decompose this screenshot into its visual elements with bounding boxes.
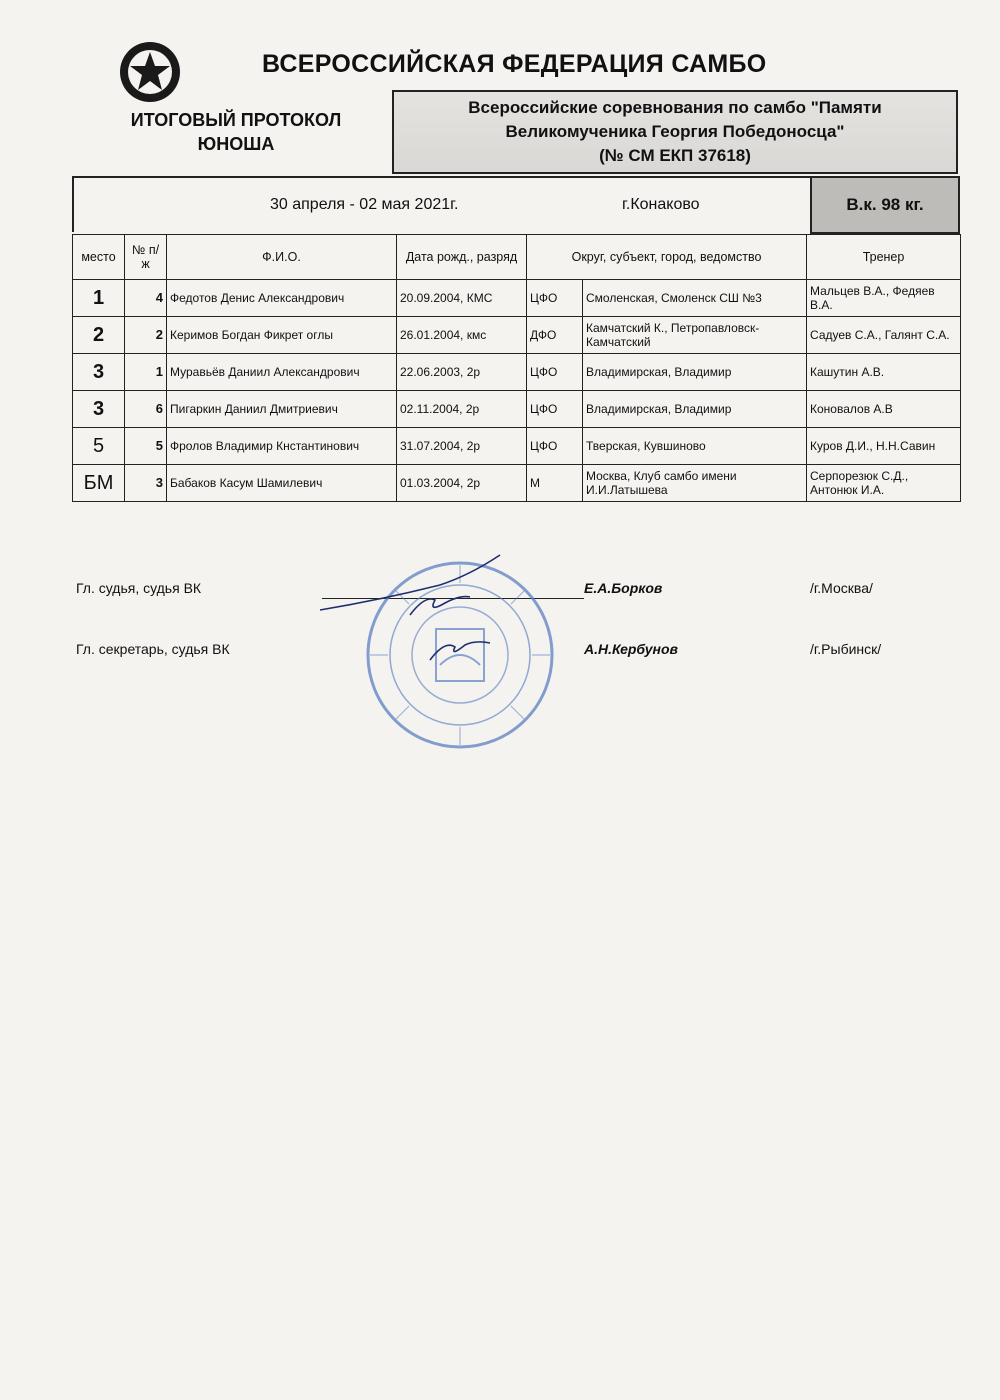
header-region: Округ, субъект, город, ведомство bbox=[527, 235, 807, 280]
judge-city: /г.Москва/ bbox=[810, 580, 873, 596]
cell-num: 2 bbox=[125, 317, 167, 354]
official-stamp bbox=[360, 555, 560, 755]
federation-title: ВСЕРОССИЙСКАЯ ФЕДЕРАЦИЯ САМБО bbox=[262, 50, 767, 78]
cell-coach: Мальцев В.А., Федяев В.А. bbox=[807, 280, 961, 317]
cell-place: 2 bbox=[73, 317, 125, 354]
cell-place: 1 bbox=[73, 280, 125, 317]
cell-region: Смоленская, Смоленск СШ №3 bbox=[583, 280, 807, 317]
table-row bbox=[73, 354, 961, 391]
cell-num: 6 bbox=[125, 391, 167, 428]
protocol-title-line1: ИТОГОВЫЙ ПРОТОКОЛ bbox=[130, 110, 342, 130]
cell-name: Керимов Богдан Фикрет оглы bbox=[167, 317, 397, 354]
cell-place: 3 bbox=[73, 354, 125, 391]
cell-num: 1 bbox=[125, 354, 167, 391]
table-row bbox=[73, 391, 961, 428]
event-dates: 30 апреля - 02 мая 2021г. bbox=[270, 196, 459, 213]
cell-region: Камчатский К., Петропавловск-Камчатский bbox=[583, 317, 807, 354]
cell-district: ЦФО bbox=[527, 391, 583, 428]
judge-name: Е.А.Борков bbox=[584, 580, 663, 596]
cell-birth: 02.11.2004, 2р bbox=[397, 391, 527, 428]
cell-region: Тверская, Кувшиново bbox=[583, 428, 807, 465]
judge-label: Гл. судья, судья ВК bbox=[76, 580, 202, 596]
cell-birth: 01.03.2004, 2р bbox=[397, 465, 527, 502]
protocol-title-line2: ЮНОША bbox=[197, 134, 275, 154]
secretary-city: /г.Рыбинск/ bbox=[810, 641, 882, 657]
cell-district: ДФО bbox=[527, 317, 583, 354]
event-title-line2: Великомученика Георгия Победоносца" bbox=[505, 122, 845, 141]
cell-district: ЦФО bbox=[527, 354, 583, 391]
cell-coach: Кашутин А.В. bbox=[807, 354, 961, 391]
cell-name: Бабаков Касум Шамилевич bbox=[167, 465, 397, 502]
cell-region: Москва, Клуб самбо имени И.И.Латышева bbox=[583, 465, 807, 502]
cell-coach: Серпорезюк С.Д., Антонюк И.А. bbox=[807, 465, 961, 502]
table-row bbox=[73, 428, 961, 465]
event-city: г.Конаково bbox=[622, 196, 700, 213]
cell-birth: 20.09.2004, КМС bbox=[397, 280, 527, 317]
table-row bbox=[73, 317, 961, 354]
cell-place: 5 bbox=[73, 428, 125, 465]
results-table bbox=[72, 234, 961, 502]
table-header-row bbox=[73, 235, 961, 280]
sambo-federation-logo bbox=[118, 40, 182, 104]
cell-name: Федотов Денис Александрович bbox=[167, 280, 397, 317]
header-birth: Дата рожд., разряд bbox=[397, 235, 527, 280]
cell-num: 3 bbox=[125, 465, 167, 502]
cell-coach: Куров Д.И., Н.Н.Савин bbox=[807, 428, 961, 465]
secretary-label: Гл. секретарь, судья ВК bbox=[76, 641, 230, 657]
cell-name: Пигаркин Даниил Дмитриевич bbox=[167, 391, 397, 428]
cell-birth: 26.01.2004, кмс bbox=[397, 317, 527, 354]
header-coach: Тренер bbox=[807, 235, 961, 280]
event-title-box bbox=[392, 90, 958, 174]
header-place: место bbox=[73, 235, 125, 280]
cell-region: Владимирская, Владимир bbox=[583, 391, 807, 428]
cell-name: Муравьёв Даниил Александрович bbox=[167, 354, 397, 391]
table-row bbox=[73, 465, 961, 502]
cell-coach: Коновалов А.В bbox=[807, 391, 961, 428]
cell-place: БМ bbox=[73, 465, 125, 502]
handwritten-signatures bbox=[300, 545, 540, 685]
cell-coach: Садуев С.А., Галянт С.А. bbox=[807, 317, 961, 354]
cell-num: 5 bbox=[125, 428, 167, 465]
table-row bbox=[73, 280, 961, 317]
judge-signature-line bbox=[322, 598, 584, 599]
weight-class-badge: В.к. 98 кг. bbox=[810, 176, 960, 234]
cell-district: М bbox=[527, 465, 583, 502]
cell-place: 3 bbox=[73, 391, 125, 428]
cell-district: ЦФО bbox=[527, 280, 583, 317]
cell-district: ЦФО bbox=[527, 428, 583, 465]
cell-birth: 31.07.2004, 2р bbox=[397, 428, 527, 465]
header-num: № п/ж bbox=[125, 235, 167, 280]
cell-name: Фролов Владимир Кнстантинович bbox=[167, 428, 397, 465]
cell-region: Владимирская, Владимир bbox=[583, 354, 807, 391]
protocol-title bbox=[96, 108, 376, 156]
header-name: Ф.И.О. bbox=[167, 235, 397, 280]
event-title-line3: (№ СМ ЕКП 37618) bbox=[599, 146, 751, 165]
cell-num: 4 bbox=[125, 280, 167, 317]
event-title-line1: Всероссийские соревнования по самбо "Памяти bbox=[468, 98, 882, 117]
secretary-name: А.Н.Кербунов bbox=[584, 641, 678, 657]
cell-birth: 22.06.2003, 2р bbox=[397, 354, 527, 391]
